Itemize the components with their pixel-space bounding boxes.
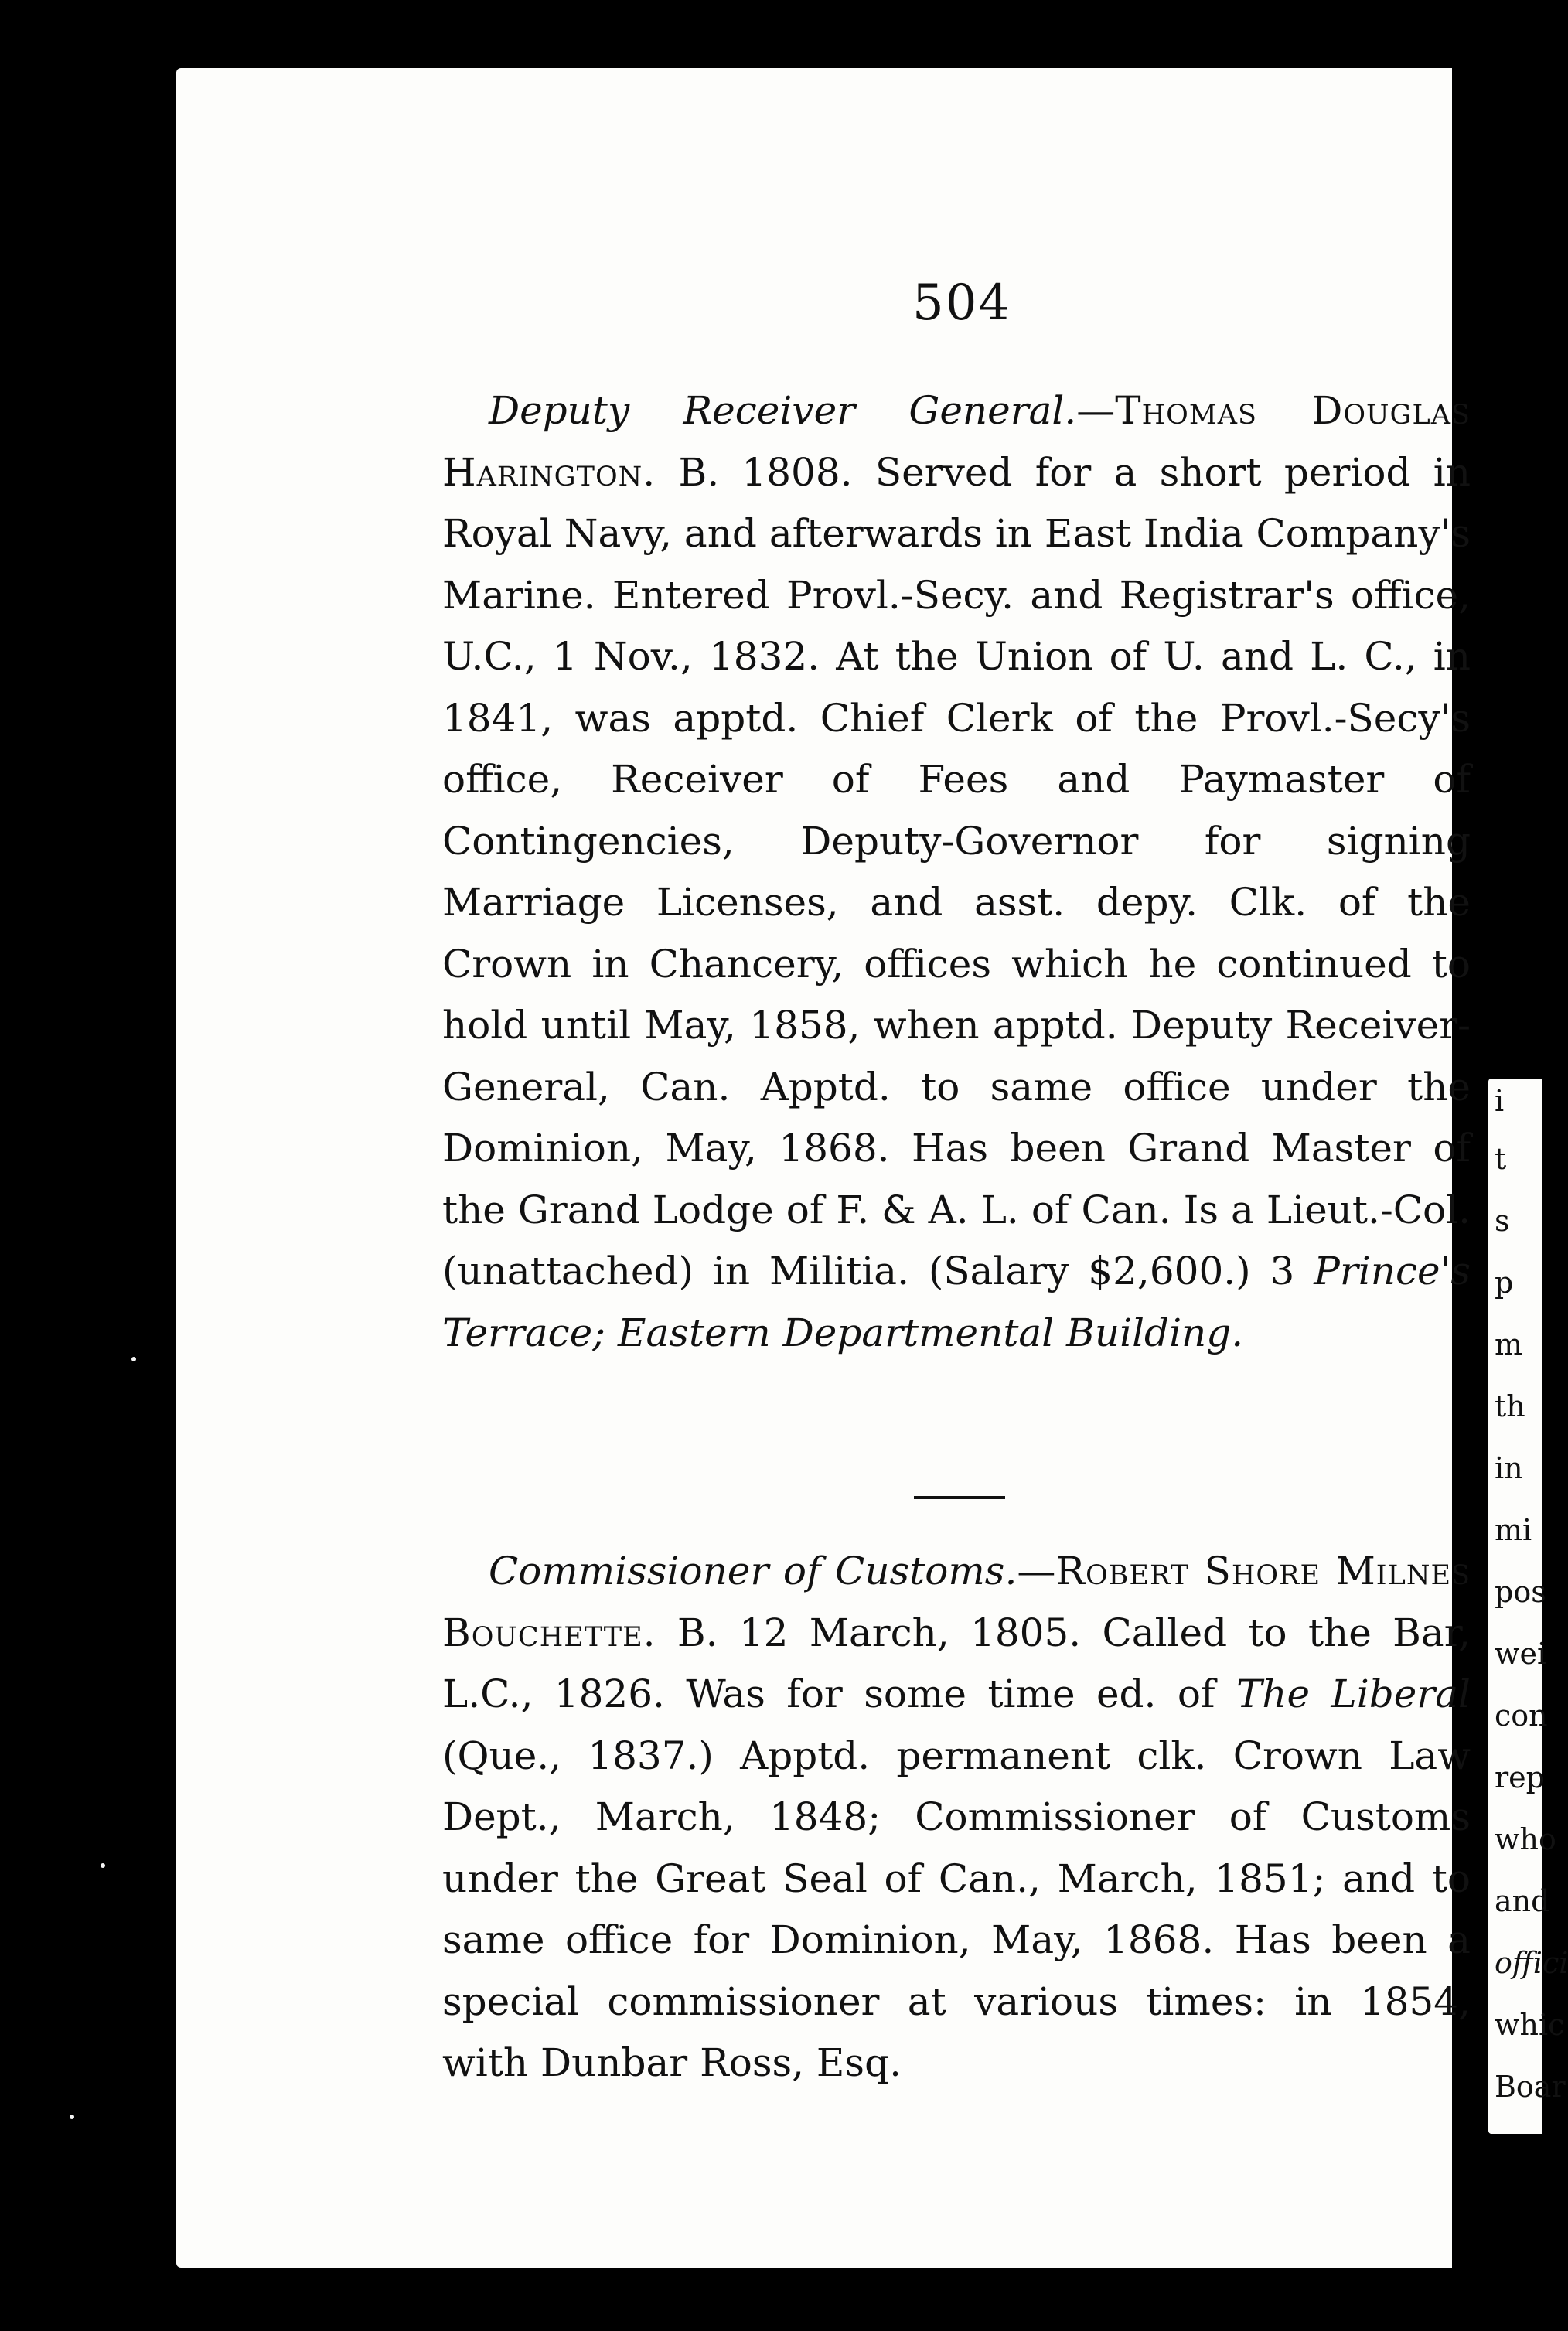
scan-speck xyxy=(70,2115,74,2119)
adjacent-text-fragment: pos xyxy=(1495,1575,1546,1609)
entry-address: Prince's Terrace; Eastern Departmental Building. xyxy=(442,1249,1471,1355)
adjacent-page-fragment xyxy=(1488,1079,1568,2134)
adjacent-text-fragment: t xyxy=(1495,1142,1507,1176)
adjacent-text-fragment: m xyxy=(1495,1327,1523,1361)
adjacent-text-fragment: rep xyxy=(1495,1760,1545,1794)
adjacent-text-fragment: in xyxy=(1495,1451,1523,1485)
biography-entry xyxy=(442,1541,1471,2094)
entry-paragraph xyxy=(442,1541,1471,2094)
entry-body: B. 1808. Served for a short period in Royal Navy, and afterwards in East India Company's Marine. Entered Provl.-Secy. and Registrar's office, U.C., 1 Nov., 1832. At the Union of U. and L. C., in 1841, was apptd. Chief Clerk of the Provl.-Secy's office, Receiver of Fees and Paymaster of Contingencies, Deputy-Governor for signing Marriage Licenses, and asst. depy. Clk. of the Crown in Chancery, offices which he continued to hold until May, 1858, when apptd. Deputy Receiver-General, Can. Apptd. to same office under the Dominion, May, 1868. Has been Grand Master of the Grand Lodge of F. & A. L. of Can. Is a Lieut.-Col. (unattached) in Militia. (Salary $2,600.) 3 xyxy=(442,449,1471,1293)
adjacent-text-fragment: s xyxy=(1495,1204,1510,1238)
adjacent-text-fragment: mi xyxy=(1495,1513,1532,1547)
entry-body: B. 12 March, 1805. Called to the Bar, L.C., 1826. Was for some time ed. of xyxy=(442,1610,1471,1716)
person-name: Thomas Douglas Harington. xyxy=(442,388,1471,495)
scan-speck xyxy=(131,1357,136,1361)
scan-speck xyxy=(101,1863,105,1868)
person-name: Robert Shore Milnes Bouchette. xyxy=(442,1549,1471,1655)
adjacent-text-fragment: con xyxy=(1495,1699,1548,1733)
biography-entry xyxy=(442,380,1471,1364)
em-dash: — xyxy=(1076,388,1116,433)
entry-body: (Que., 1837.) Apptd. permanent clk. Crown Law Dept., March, 1848; Commissioner of Customs under the Great Seal of Can., March, 1851; and to same office for Dominion, May, 1868. Has been a special commissioner at various times: in 1854, with Dunbar Ross, Esq. xyxy=(442,1733,1471,2085)
publication-title: The Liberal xyxy=(1236,1672,1471,1716)
adjacent-text-fragment: th xyxy=(1495,1389,1525,1423)
adjacent-text-fragment: whic xyxy=(1495,2008,1565,2042)
entry-paragraph xyxy=(442,380,1471,1364)
adjacent-text-fragment: i xyxy=(1495,1084,1505,1118)
adjacent-text-fragment: p xyxy=(1495,1266,1514,1300)
office-title: Commissioner of Customs. xyxy=(489,1549,1017,1593)
em-dash: — xyxy=(1017,1549,1056,1593)
adjacent-text-fragment: wei xyxy=(1495,1637,1547,1671)
adjacent-text-fragment: who xyxy=(1495,1822,1556,1856)
adjacent-text-fragment: and xyxy=(1495,1884,1550,1918)
entry-divider xyxy=(914,1496,1005,1499)
adjacent-text-fragment: Boar xyxy=(1495,2070,1566,2104)
office-title: Deputy Receiver General. xyxy=(489,388,1077,433)
page-number: 504 xyxy=(912,274,1012,332)
adjacent-text-fragment: offici xyxy=(1495,1946,1568,1980)
